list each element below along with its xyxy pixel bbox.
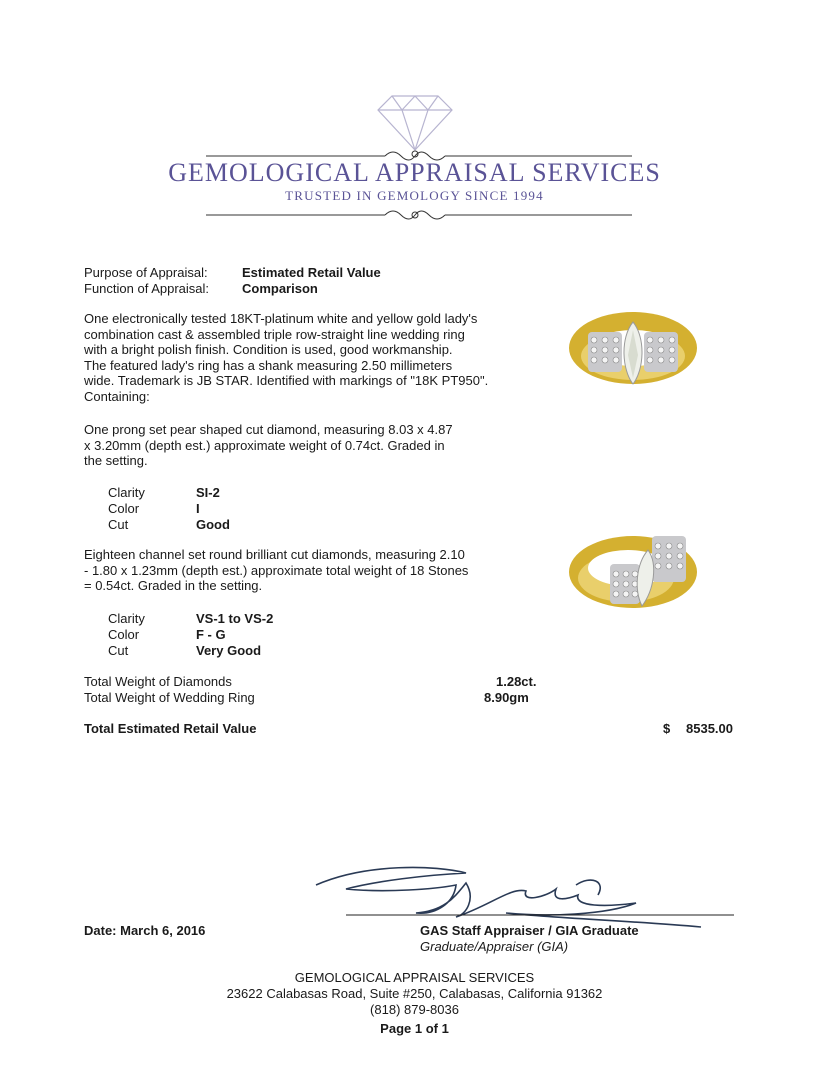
center-stone-line: the setting. <box>84 453 148 468</box>
description-line: One electronically tested 18KT-platinum white and yellow gold lady's <box>84 311 478 326</box>
side-color-label: Color <box>108 627 140 642</box>
appraisal-date: Date: March 6, 2016 <box>84 923 206 938</box>
total-retail-label: Total Estimated Retail Value <box>84 721 257 736</box>
currency-symbol: $ <box>663 721 671 736</box>
footer-address: 23622 Calabasas Road, Suite #250, Calabasas, California 91362 <box>226 986 603 1001</box>
center-clarity-value: SI-2 <box>196 485 220 500</box>
description-line: combination cast & assembled triple row-straight line wedding ring <box>84 326 465 342</box>
side-stones-line: - 1.80 x 1.23mm (depth est.) approximate total weight of 18 Stones <box>84 562 469 578</box>
center-cut-value: Good <box>196 517 230 532</box>
ring-photo-top <box>566 300 700 400</box>
total-retail-value: 8535.00 <box>686 721 733 736</box>
side-color-value: F - G <box>196 627 226 642</box>
diamond-icon <box>378 96 452 150</box>
ring-description <box>84 311 534 404</box>
center-cut-label: Cut <box>108 517 129 532</box>
description-line: Containing: <box>84 388 150 404</box>
purpose-value: Estimated Retail Value <box>242 265 381 280</box>
footer-phone: (818) 879-8036 <box>370 1002 459 1017</box>
bottom-divider <box>206 211 632 219</box>
side-cut-value: Very Good <box>196 643 262 658</box>
side-clarity-value: VS-1 to VS-2 <box>196 611 274 626</box>
total-ring-value: 8.90gm <box>484 690 529 705</box>
purpose-label: Purpose of Appraisal: <box>84 265 208 280</box>
center-stone-description <box>84 422 524 469</box>
side-cut-label: Cut <box>108 643 129 658</box>
side-stones-line: Eighteen channel set round brilliant cut diamonds, measuring 2.10 <box>84 547 465 562</box>
company-tagline: TRUSTED IN GEMOLOGY SINCE 1994 <box>285 188 544 203</box>
company-name: GEMOLOGICAL APPRAISAL SERVICES <box>168 158 661 187</box>
ring-photo-bottom <box>566 520 700 620</box>
function-label: Function of Appraisal: <box>84 281 210 296</box>
description-line: with a bright polish finish. Condition is used, good workmanship. <box>84 342 453 357</box>
total-ring-label: Total Weight of Wedding Ring <box>84 690 255 705</box>
side-stones-line: = 0.54ct. Graded in the setting. <box>84 578 263 593</box>
appraiser-credential: Graduate/Appraiser (GIA) <box>420 939 569 954</box>
side-clarity-label: Clarity <box>108 611 145 626</box>
total-diamonds-label: Total Weight of Diamonds <box>84 674 232 689</box>
description-line: The featured lady's ring has a shank measuring 2.50 millimeters <box>84 357 453 373</box>
center-color-label: Color <box>108 501 140 516</box>
center-stone-line: One prong set pear shaped cut diamond, measuring 8.03 x 4.87 <box>84 422 453 437</box>
center-stone-line: x 3.20mm (depth est.) approximate weight of 0.74ct. Graded in <box>84 437 445 453</box>
description-line: wide. Trademark is JB STAR. Identified with markings of "18K PT950". <box>84 373 489 388</box>
footer-company: GEMOLOGICAL APPRAISAL SERVICES <box>294 970 535 985</box>
page-number: Page 1 of 1 <box>380 1021 449 1036</box>
function-value: Comparison <box>242 281 318 296</box>
side-stones-description <box>84 547 504 594</box>
total-diamonds-value: 1.28ct. <box>496 674 537 689</box>
center-clarity-label: Clarity <box>108 485 145 500</box>
center-color-value: I <box>196 501 200 516</box>
appraiser-title: GAS Staff Appraiser / GIA Graduate <box>420 923 639 938</box>
